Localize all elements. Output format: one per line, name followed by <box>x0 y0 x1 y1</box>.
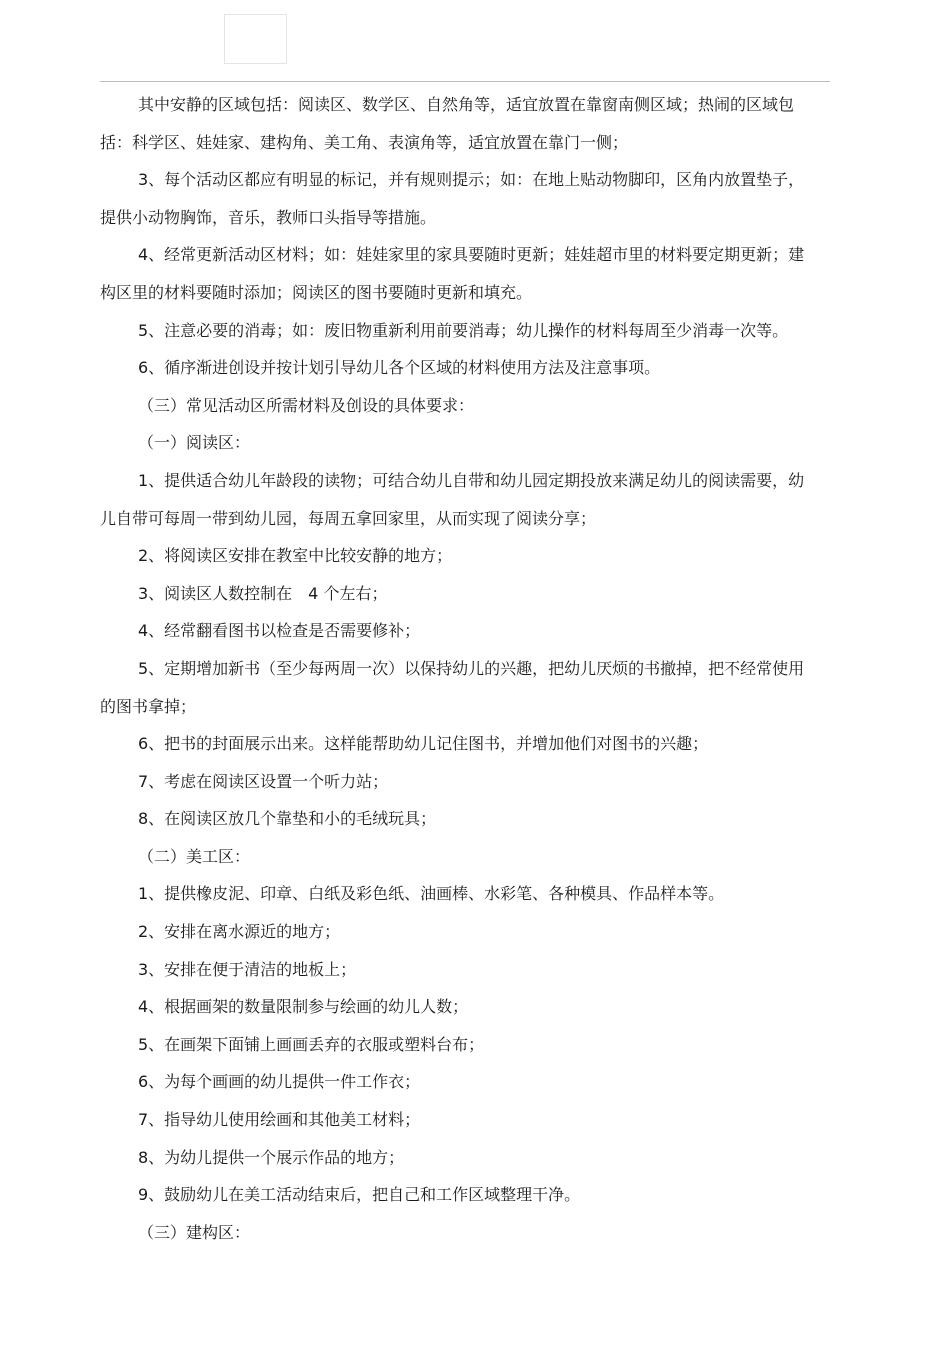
paragraph-item-3-markers: 3、每个活动区都应有明显的标记，并有规则提示；如：在地上贴动物脚印，区角内放置垫子，提供小动物胸饰，音乐，教师口头指导等措施。 <box>100 170 805 227</box>
section-heading-area-requirements: （三）常见活动区所需材料及创设的具体要求： <box>138 395 475 415</box>
art-item-1: 1、提供橡皮泥、印章、白纸及彩色纸、油画棒、水彩笔、各种模具、作品样本等。 <box>138 884 725 904</box>
art-item-8: 8、为幼儿提供一个展示作品的地方； <box>138 1147 405 1167</box>
art-item-6: 6、为每个画画的幼儿提供一件工作衣； <box>138 1072 421 1092</box>
reading-item-5: 5、定期增加新书（至少每两周一次）以保持幼儿的兴趣，把幼儿厌烦的书撤掉，把不经常使用的图书拿掉； <box>100 658 805 716</box>
art-item-2: 2、安排在离水源近的地方； <box>138 922 341 942</box>
art-item-7: 7、指导幼儿使用绘画和其他美工材料； <box>138 1110 421 1130</box>
reading-item-3: 3、阅读区人数控制在 4 个左右； <box>138 583 388 603</box>
art-item-9: 9、鼓励幼儿在美工活动结束后，把自己和工作区域整理干净。 <box>138 1185 581 1205</box>
paragraph-item-5-disinfection: 5、注意必要的消毒；如：废旧物重新利用前要消毒；幼儿操作的材料每周至少消毒一次等。 <box>138 320 789 340</box>
header-divider <box>100 81 830 82</box>
art-item-4: 4、根据画架的数量限制参与绘画的幼儿人数； <box>138 997 469 1017</box>
header-image-placeholder <box>224 14 287 64</box>
art-item-5: 5、在画架下面铺上画画丢弃的衣服或塑料台布； <box>138 1034 485 1054</box>
reading-item-2: 2、将阅读区安排在教室中比较安静的地方； <box>138 546 453 566</box>
art-item-3: 3、安排在便于清洁的地板上； <box>138 959 357 979</box>
reading-item-7: 7、考虑在阅读区设置一个听力站； <box>138 771 389 791</box>
document-body <box>100 86 815 1251</box>
subsection-heading-reading-area: （一）阅读区： <box>138 433 251 453</box>
paragraph-item-4-update-materials: 4、经常更新活动区材料；如：娃娃家里的家具要随时更新；娃娃超市里的材料要定期更新；建构区里的材料要随时添加；阅读区的图书要随时更新和填充。 <box>100 245 805 302</box>
paragraph-zone-layout: 其中安静的区域包括：阅读区、数学区、自然角等，适宜放置在靠窗南侧区域；热闹的区域包括：科学区、娃娃家、建构角、美工角、表演角等，适宜放置在靠门一侧； <box>100 95 795 152</box>
subsection-heading-construction-area: （三）建构区： <box>138 1222 251 1242</box>
reading-item-8: 8、在阅读区放几个靠垫和小的毛绒玩具； <box>138 809 437 829</box>
reading-item-4: 4、经常翻看图书以检查是否需要修补； <box>138 621 421 641</box>
reading-item-1: 1、提供适合幼儿年龄段的读物；可结合幼儿自带和幼儿园定期投放来满足幼儿的阅读需要，幼儿自带可每周一带到幼儿园，每周五拿回家里，从而实现了阅读分享； <box>100 470 805 528</box>
subsection-heading-art-area: （二）美工区： <box>138 846 251 866</box>
reading-item-6: 6、把书的封面展示出来。这样能帮助幼儿记住图书，并增加他们对图书的兴趣； <box>138 734 709 754</box>
paragraph-item-6-gradual-setup: 6、循序渐进创设并按计划引导幼儿各个区域的材料使用方法及注意事项。 <box>138 358 661 378</box>
